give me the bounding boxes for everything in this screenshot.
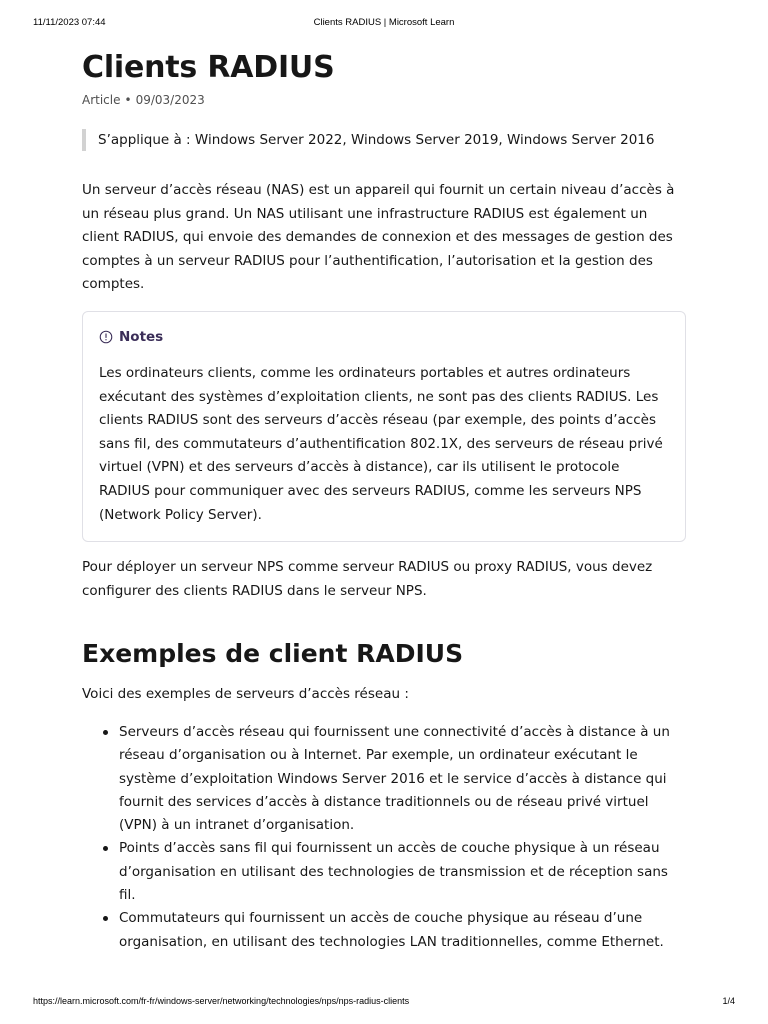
print-header — [33, 17, 735, 29]
page-title: Clients RADIUS — [82, 50, 335, 85]
article-date: 09/03/2023 — [135, 93, 205, 107]
print-url: https://learn.microsoft.com/fr-fr/windows-server/networking/technologies/nps/nps-radius-clients — [33, 996, 410, 1006]
meta-separator: • — [124, 93, 132, 107]
print-page-title: Clients RADIUS | Microsoft Learn — [313, 17, 455, 28]
list-item: Serveurs d’accès réseau qui fournissent une connectivité d’accès à distance à un réseau d’organisation ou à Internet. Par exemple, un ordinateur exécutant le système d’exploitation Windows Server 2016 et le service d’accès à distance qui fournit des services d’accès à distance traditionnels ou de réseau privé virtuel (VPN) à un intranet d’organisation. — [119, 721, 686, 837]
info-circle-icon — [99, 330, 113, 344]
examples-list — [82, 721, 686, 954]
note-text: Les ordinateurs clients, comme les ordinateurs portables et autres ordinateurs exécutant des systèmes d’exploitation clients, ne sont pas des clients RADIUS. Les clients RADIUS sont des serveurs d’accès réseau (par exemple, des points d’accès sans fil, des commutateurs d’authentification 802.1X, des serveurs de réseau privé virtuel (VPN) et des serveurs d’accès à distance), car ils utilisent le protocole RADIUS pour communiquer avec des serveurs RADIUS, comme les serveurs NPS (Network Policy Server). — [99, 364, 663, 523]
deployment-paragraph: Pour déployer un serveur NPS comme serveur RADIUS ou proxy RADIUS, vous devez configurer des clients RADIUS dans le serveur NPS. — [82, 559, 653, 599]
section-intro: Voici des exemples de serveurs d’accès réseau : — [82, 686, 409, 703]
list-item: Commutateurs qui fournissent un accès de couche physique au réseau d’une organisation, en utilisant des technologies LAN traditionnelles, comme Ethernet. — [119, 907, 686, 954]
note-header — [99, 326, 669, 348]
note-callout — [82, 311, 686, 542]
print-footer — [33, 996, 735, 1008]
print-date: 11/11/2023 07:44 — [33, 17, 106, 28]
article-type: Article — [82, 93, 121, 107]
applies-to-banner: S’applique à : Windows Server 2022, Windows Server 2019, Windows Server 2016 — [82, 129, 686, 151]
article-content — [82, 48, 686, 954]
page-number: 1/4 — [722, 996, 735, 1006]
section-title: Exemples de client RADIUS — [82, 639, 464, 669]
article-meta — [82, 92, 686, 108]
intro-paragraph: Un serveur d’accès réseau (NAS) est un appareil qui fournit un certain niveau d’accès à un réseau plus grand. Un NAS utilisant une infrastructure RADIUS est également un client RADIUS, qui envoie des demandes de connexion et des messages de gestion des comptes à un serveur RADIUS pour l’authentification, l’autorisation et la gestion des comptes. — [82, 182, 675, 293]
note-label: Notes — [119, 328, 164, 345]
list-item: Points d’accès sans fil qui fournissent un accès de couche physique à un réseau d’organisation en utilisant des technologies de transmission et de réception sans fil. — [119, 837, 686, 907]
